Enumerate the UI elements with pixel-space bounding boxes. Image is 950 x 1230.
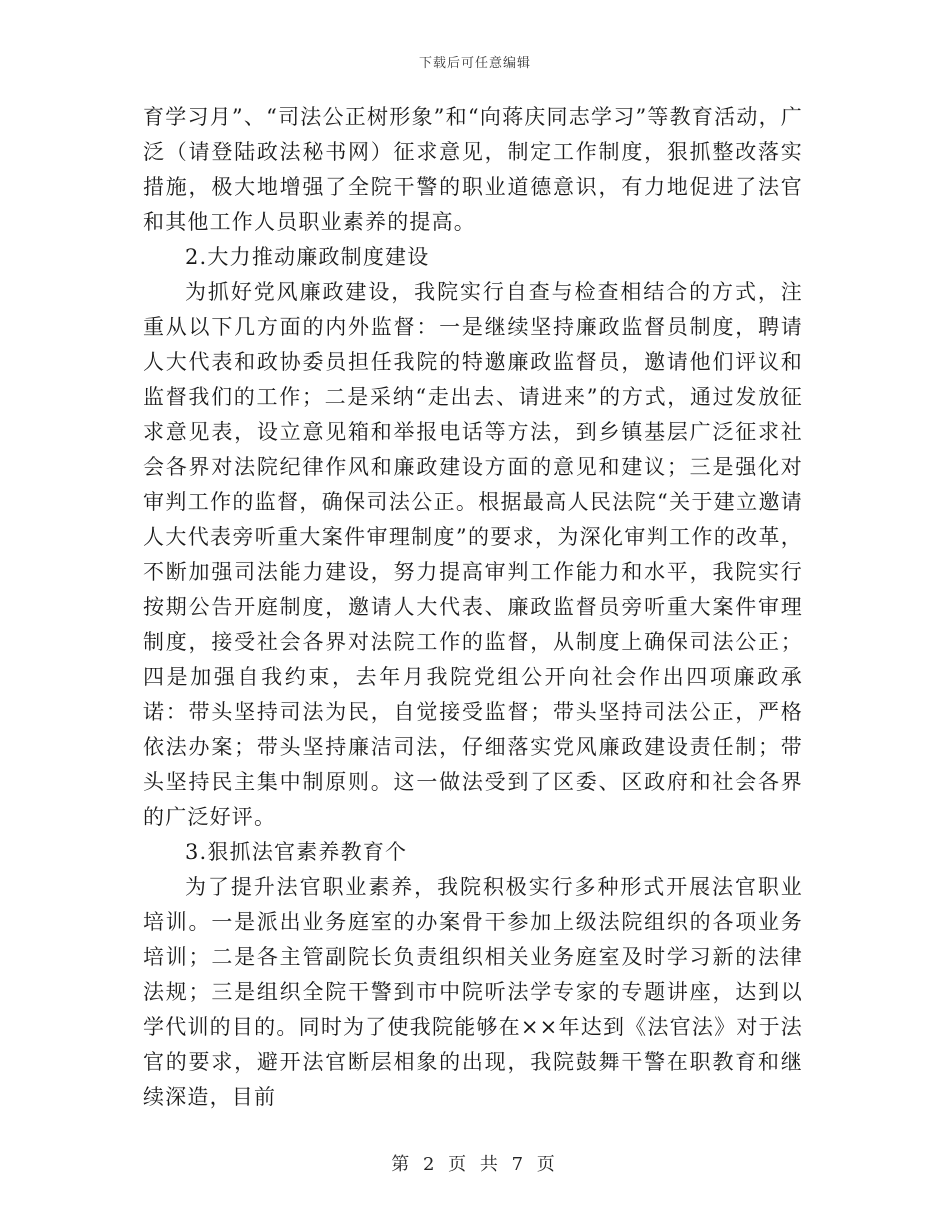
section-heading-3: 3.狠抓法官素养教育个 [185,840,408,864]
section-heading-2: 2.大力推动廉政制度建设 [185,245,430,269]
paragraph-continued: 育学习月”、“司法公正树形象”和“向蒋庆同志学习”等教育活动，广泛（请登陆政法秘书网）征求意见，制定工作制度，狠抓整改落实措施，极大地增强了全院干警的职业道德意识，有力地促进了法官和其他工作人员职业素养的提高。 [143,105,803,234]
document-body [143,100,803,1115]
paragraph-judge-training: 为了提升法官职业素养，我院积极实行多种形式开展法官职业培训。一是派出业务庭室的办案骨干参加上级法院组织的各项业务培训；二是各主管副院长负责组织相关业务庭室及时学习新的法律法规；三是组织全院干警到市中院听法学专家的专题讲座，达到以学代训的目的。同时为了使我院能够在××年达到《法官法》对于法官的要求，避开法官断层相象的出现，我院鼓舞干警在职教育和继续深造，目前 [143,875,803,1109]
page-number: 第 2 页 共 7 页 [391,1154,559,1175]
paragraph-integrity-system: 为抓好党风廉政建设，我院实行自查与检查相结合的方式，注重从以下几方面的内外监督：一是继续坚持廉政监督员制度，聘请人大代表和政协委员担任我院的特邀廉政监督员，邀请他们评议和监督我们的工作；二是采纳“走出去、请进来”的方式，通过发放征求意见表，设立意见箱和举报电话等方法，到乡镇基层广泛征求社会各界对法院纪律作风和廉政建设方面的意见和建议；三是强化对审判工作的监督，确保司法公正。根据最高人民法院“关于建立邀请人大代表旁听重大案件审理制度”的要求，为深化审判工作的改革，不断加强司法能力建设，努力提高审判工作能力和水平，我院实行按期公告开庭制度，邀请人大代表、廉政监督员旁听重大案件审理制度，接受社会各界对法院工作的监督，从制度上确保司法公正；四是加强自我约束，去年月我院党组公开向社会作出四项廉政承诺：带头坚持司法为民，自觉接受监督；带头坚持司法公正，严格依法办案；带头坚持廉洁司法，仔细落实党风廉政建设责任制；带头坚持民主集中制原则。这一做法受到了区委、区政府和社会各界的广泛好评。 [143,280,803,829]
page-header-note: 下载后可任意编辑 [418,56,531,71]
